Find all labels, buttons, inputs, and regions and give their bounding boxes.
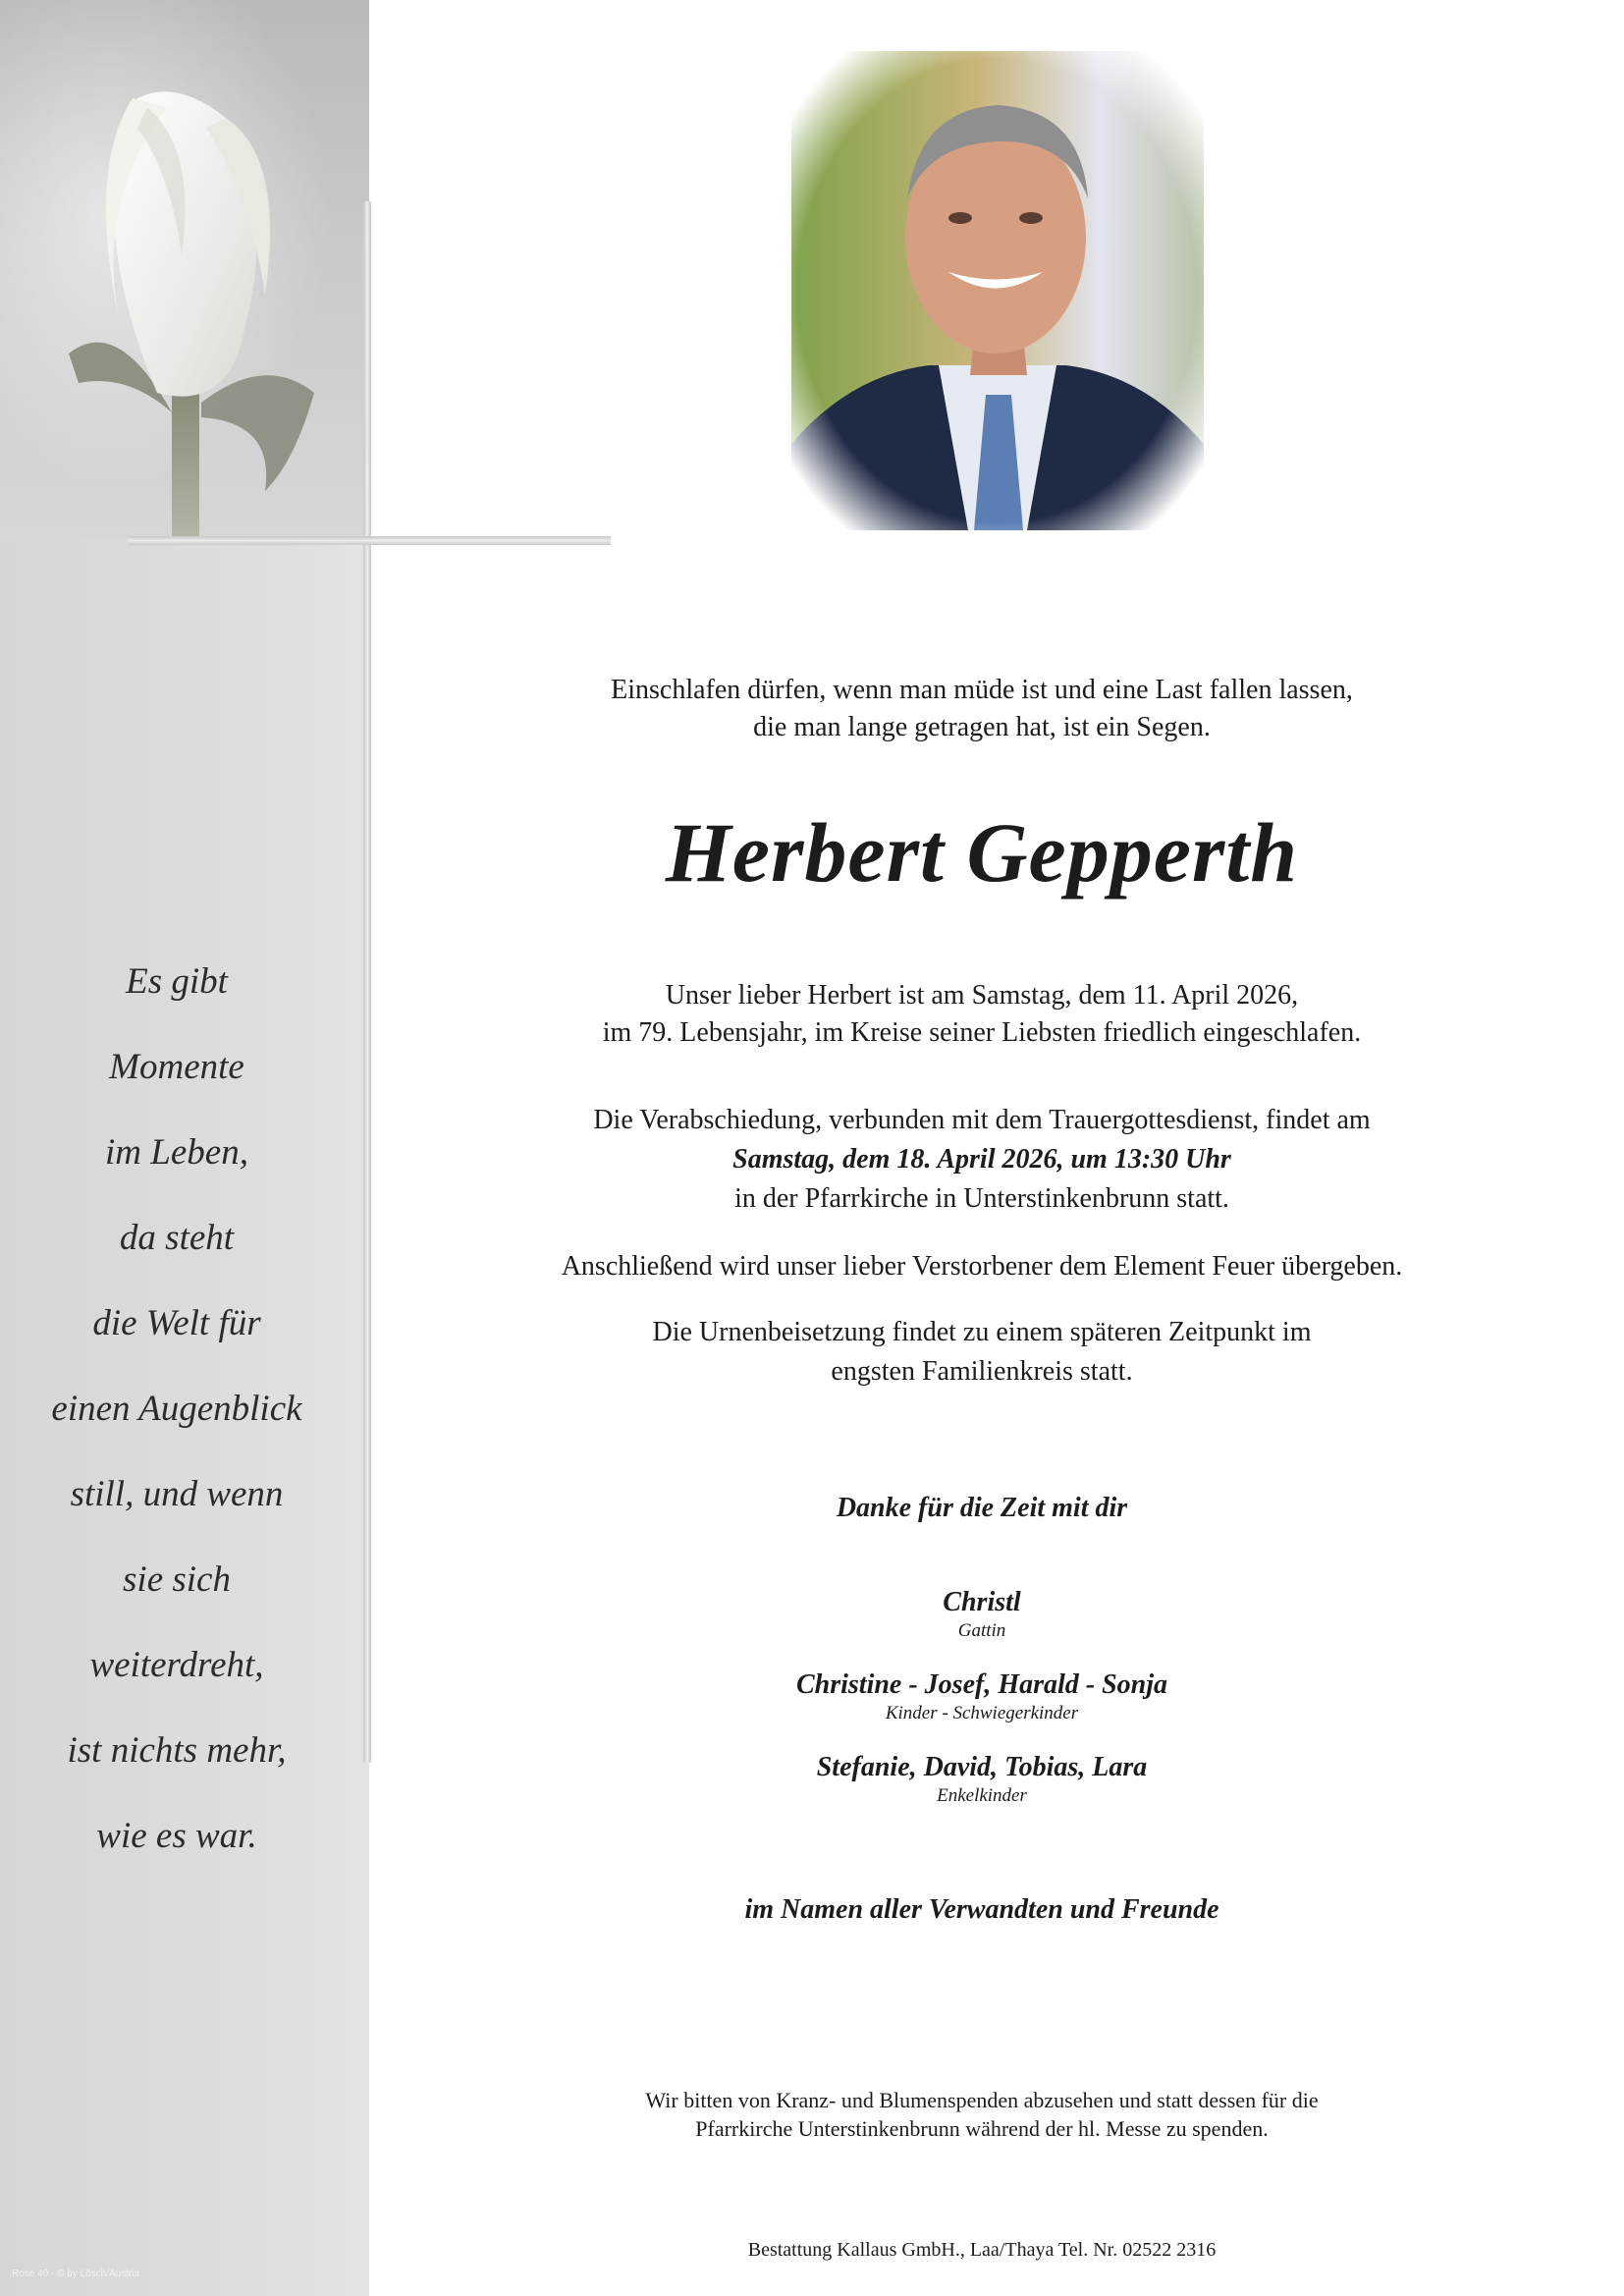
quote-line-1: Einschlafen dürfen, wenn man müde ist und eine Last fallen lassen, — [611, 675, 1353, 705]
donation-request — [491, 2086, 1473, 2143]
photo-vignette — [791, 51, 1204, 530]
farewell-service — [491, 1101, 1473, 1219]
thanks-line: Danke für die Zeit mit dir — [836, 1493, 1128, 1523]
poem-line: weiterdreht, — [89, 1645, 264, 1685]
cross-horizontal-bar — [128, 536, 611, 545]
mourner-role: Kinder - Schwiegerkinder — [885, 1703, 1079, 1723]
donation-line-1: Wir bitten von Kranz- und Blumenspenden abzusehen und statt dessen für die — [645, 2088, 1319, 2112]
urn-burial-notice — [491, 1313, 1473, 1392]
poem-line: im Leben, — [105, 1132, 248, 1173]
poem-line: sie sich — [123, 1559, 231, 1600]
mourner-role: Enkelkinder — [937, 1785, 1027, 1806]
rose-stem — [172, 393, 199, 538]
farewell-line-1: Die Verabschiedung, verbunden mit dem Trauergottesdienst, findet am — [593, 1105, 1371, 1135]
poem-line: Momente — [109, 1047, 244, 1087]
mourner-role: Gattin — [957, 1620, 1006, 1641]
quote-line-2: die man lange getragen hat, ist ein Segen. — [753, 712, 1211, 742]
death-notice-line-1: Unser lieber Herbert ist am Samstag, dem 11. April 2026, — [665, 980, 1299, 1011]
poem-line: einen Augenblick — [51, 1389, 302, 1429]
mourner-group-spouse — [491, 1585, 1473, 1642]
poem-line: die Welt für — [92, 1303, 261, 1343]
death-notice-line-2: im 79. Lebensjahr, im Kreise seiner Liebsten friedlich eingeschlafen. — [602, 1017, 1362, 1048]
white-rose-image — [0, 0, 369, 538]
poem-line: still, und wenn — [70, 1474, 284, 1514]
farewell-date-time: Samstag, dem 18. April 2026, um 13:30 Uhr — [732, 1144, 1231, 1175]
mourner-names: Christl — [943, 1587, 1021, 1617]
mourner-names: Stefanie, David, Tobias, Lara — [816, 1752, 1148, 1782]
undertaker-footer: Bestattung Kallaus GmbH., Laa/Thaya Tel. Nr. 02522 2316 — [747, 2239, 1217, 2261]
poem-line: Es gibt — [126, 961, 228, 1002]
cremation-notice: Anschließend wird unser lieber Verstorbener dem Element Feuer übergeben. — [561, 1251, 1403, 1282]
portrait-illustration — [791, 51, 1204, 530]
mourner-names: Christine - Josef, Harald - Sonja — [795, 1669, 1168, 1700]
rose-illustration — [0, 0, 369, 538]
urn-line-1: Die Urnenbeisetzung findet zu einem späteren Zeitpunkt im — [652, 1317, 1312, 1347]
donation-line-2: Pfarrkirche Unterstinkenbrunn während der hl. Messe zu spenden. — [695, 2116, 1269, 2141]
portrait-photo — [791, 51, 1204, 530]
image-credit: Rose 40 - © by Lösch/Austria — [12, 2269, 140, 2279]
mourner-group-children — [491, 1667, 1473, 1724]
side-poem — [0, 953, 353, 1892]
poem-line: da steht — [119, 1218, 235, 1258]
rose-leaf-right — [201, 375, 314, 491]
poem-line: ist nichts mehr, — [67, 1730, 287, 1771]
urn-line-2: engsten Familienkreis statt. — [831, 1356, 1133, 1387]
farewell-line-3: in der Pfarrkirche in Unterstinkenbrunn statt. — [734, 1183, 1229, 1214]
mourner-group-grandchildren — [491, 1750, 1473, 1807]
death-notice — [491, 977, 1473, 1052]
deceased-name: Herbert Gepperth — [665, 805, 1299, 900]
opening-quote — [491, 672, 1473, 746]
poem-line: wie es war. — [96, 1816, 257, 1856]
cross-vertical-bar — [363, 201, 371, 1763]
relatives-line: im Namen aller Verwandten und Freunde — [744, 1894, 1219, 1925]
